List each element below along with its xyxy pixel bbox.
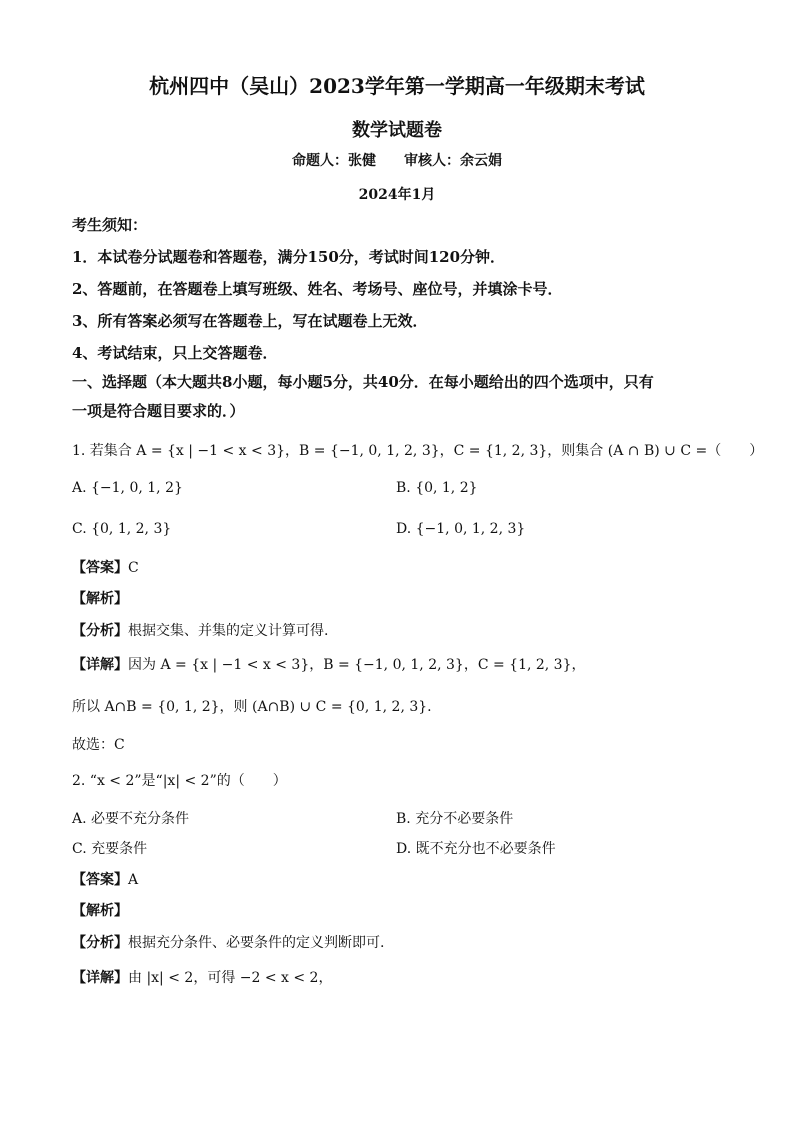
notice-item-2: 2、答题前，在答题卷上填写班级、姓名、考场号、座位号，并填涂卡号． [72,280,563,298]
q1-jiexi-label: 【解析】 [72,591,128,607]
notice-item-1: 1．本试卷分试题卷和答题卷，满分150分，考试时间120分钟． [72,248,506,266]
q1-option-c: C. {0, 1, 2, 3} [72,521,172,537]
section-heading-line-2: 一项是符合题目要求的．） [72,402,245,420]
q1-analysis-label: 【分析】 [72,623,128,639]
q1-detail-text: 因为 A = {x | −1 < x < 3}，B = {−1, 0, 1, 2, 3}，C = {1, 2, 3}， [128,657,586,673]
q2-answer-label: 【答案】 [72,872,128,888]
q2-answer-line [72,869,138,889]
q2-option-c: C. 充要条件 [72,841,148,857]
exam-date: 2024年1月 [358,187,436,203]
q2-answer-value: A [128,872,139,888]
q1-stem: 1. 若集合 A = {x | −1 < x < 3}，B = {−1, 0, 1, 2, 3}，C = {1, 2, 3}，则集合 (A ∩ B) ∪ C =（ ） [72,443,764,459]
q1-option-a: A. {−1, 0, 1, 2} [72,480,183,496]
q2-option-d: D. 既不充分也不必要条件 [396,841,556,857]
q2-option-a: A. 必要不充分条件 [72,811,190,827]
q1-detail-label: 【详解】 [72,657,128,673]
q2-jiexi-label: 【解析】 [72,903,128,919]
q1-answer-value: C [128,560,139,576]
q1-detail-line-2: 所以 A∩B = {0, 1, 2}，则 (A∩B) ∪ C = {0, 1, 2, 3}. [72,699,432,715]
q2-analysis-label: 【分析】 [72,935,128,951]
q1-answer-line [72,557,139,577]
q1-analysis-text: 根据交集、并集的定义计算可得. [128,623,329,639]
q1-analysis-line [72,620,328,640]
q2-detail-label: 【详解】 [72,970,128,986]
notice-item-3: 3、所有答案必须写在答题卷上，写在试题卷上无效． [72,312,428,330]
q1-option-b: B. {0, 1, 2} [396,480,478,496]
q2-analysis-text: 根据充分条件、必要条件的定义判断即可. [128,935,385,951]
q2-detail-line [72,967,332,987]
q2-detail-text: 由 |x| < 2，可得 −2 < x < 2， [128,970,333,986]
q1-conclusion: 故选：C [72,737,125,753]
q1-detail-line [72,654,586,674]
q2-stem: 2. “x < 2”是“|x| < 2”的（ ） [72,773,287,789]
q2-option-b: B. 充分不必要条件 [396,811,514,827]
paper-subtitle: 数学试题卷 [352,120,442,141]
exam-title: 杭州四中（吴山）2023学年第一学期高一年级期末考试 [149,74,645,98]
q1-answer-label: 【答案】 [72,560,128,576]
notice-heading: 考生须知： [72,216,148,234]
authors-line: 命题人：张健 审核人：余云娟 [292,153,502,169]
q2-analysis-line [72,932,384,952]
notice-item-4: 4、考试结束，只上交答题卷． [72,344,278,362]
q1-option-d: D. {−1, 0, 1, 2, 3} [396,521,526,537]
section-heading-line-1: 一、选择题（本大题共8小题，每小题5分，共40分．在每小题给出的四个选项中，只有 [72,373,654,391]
